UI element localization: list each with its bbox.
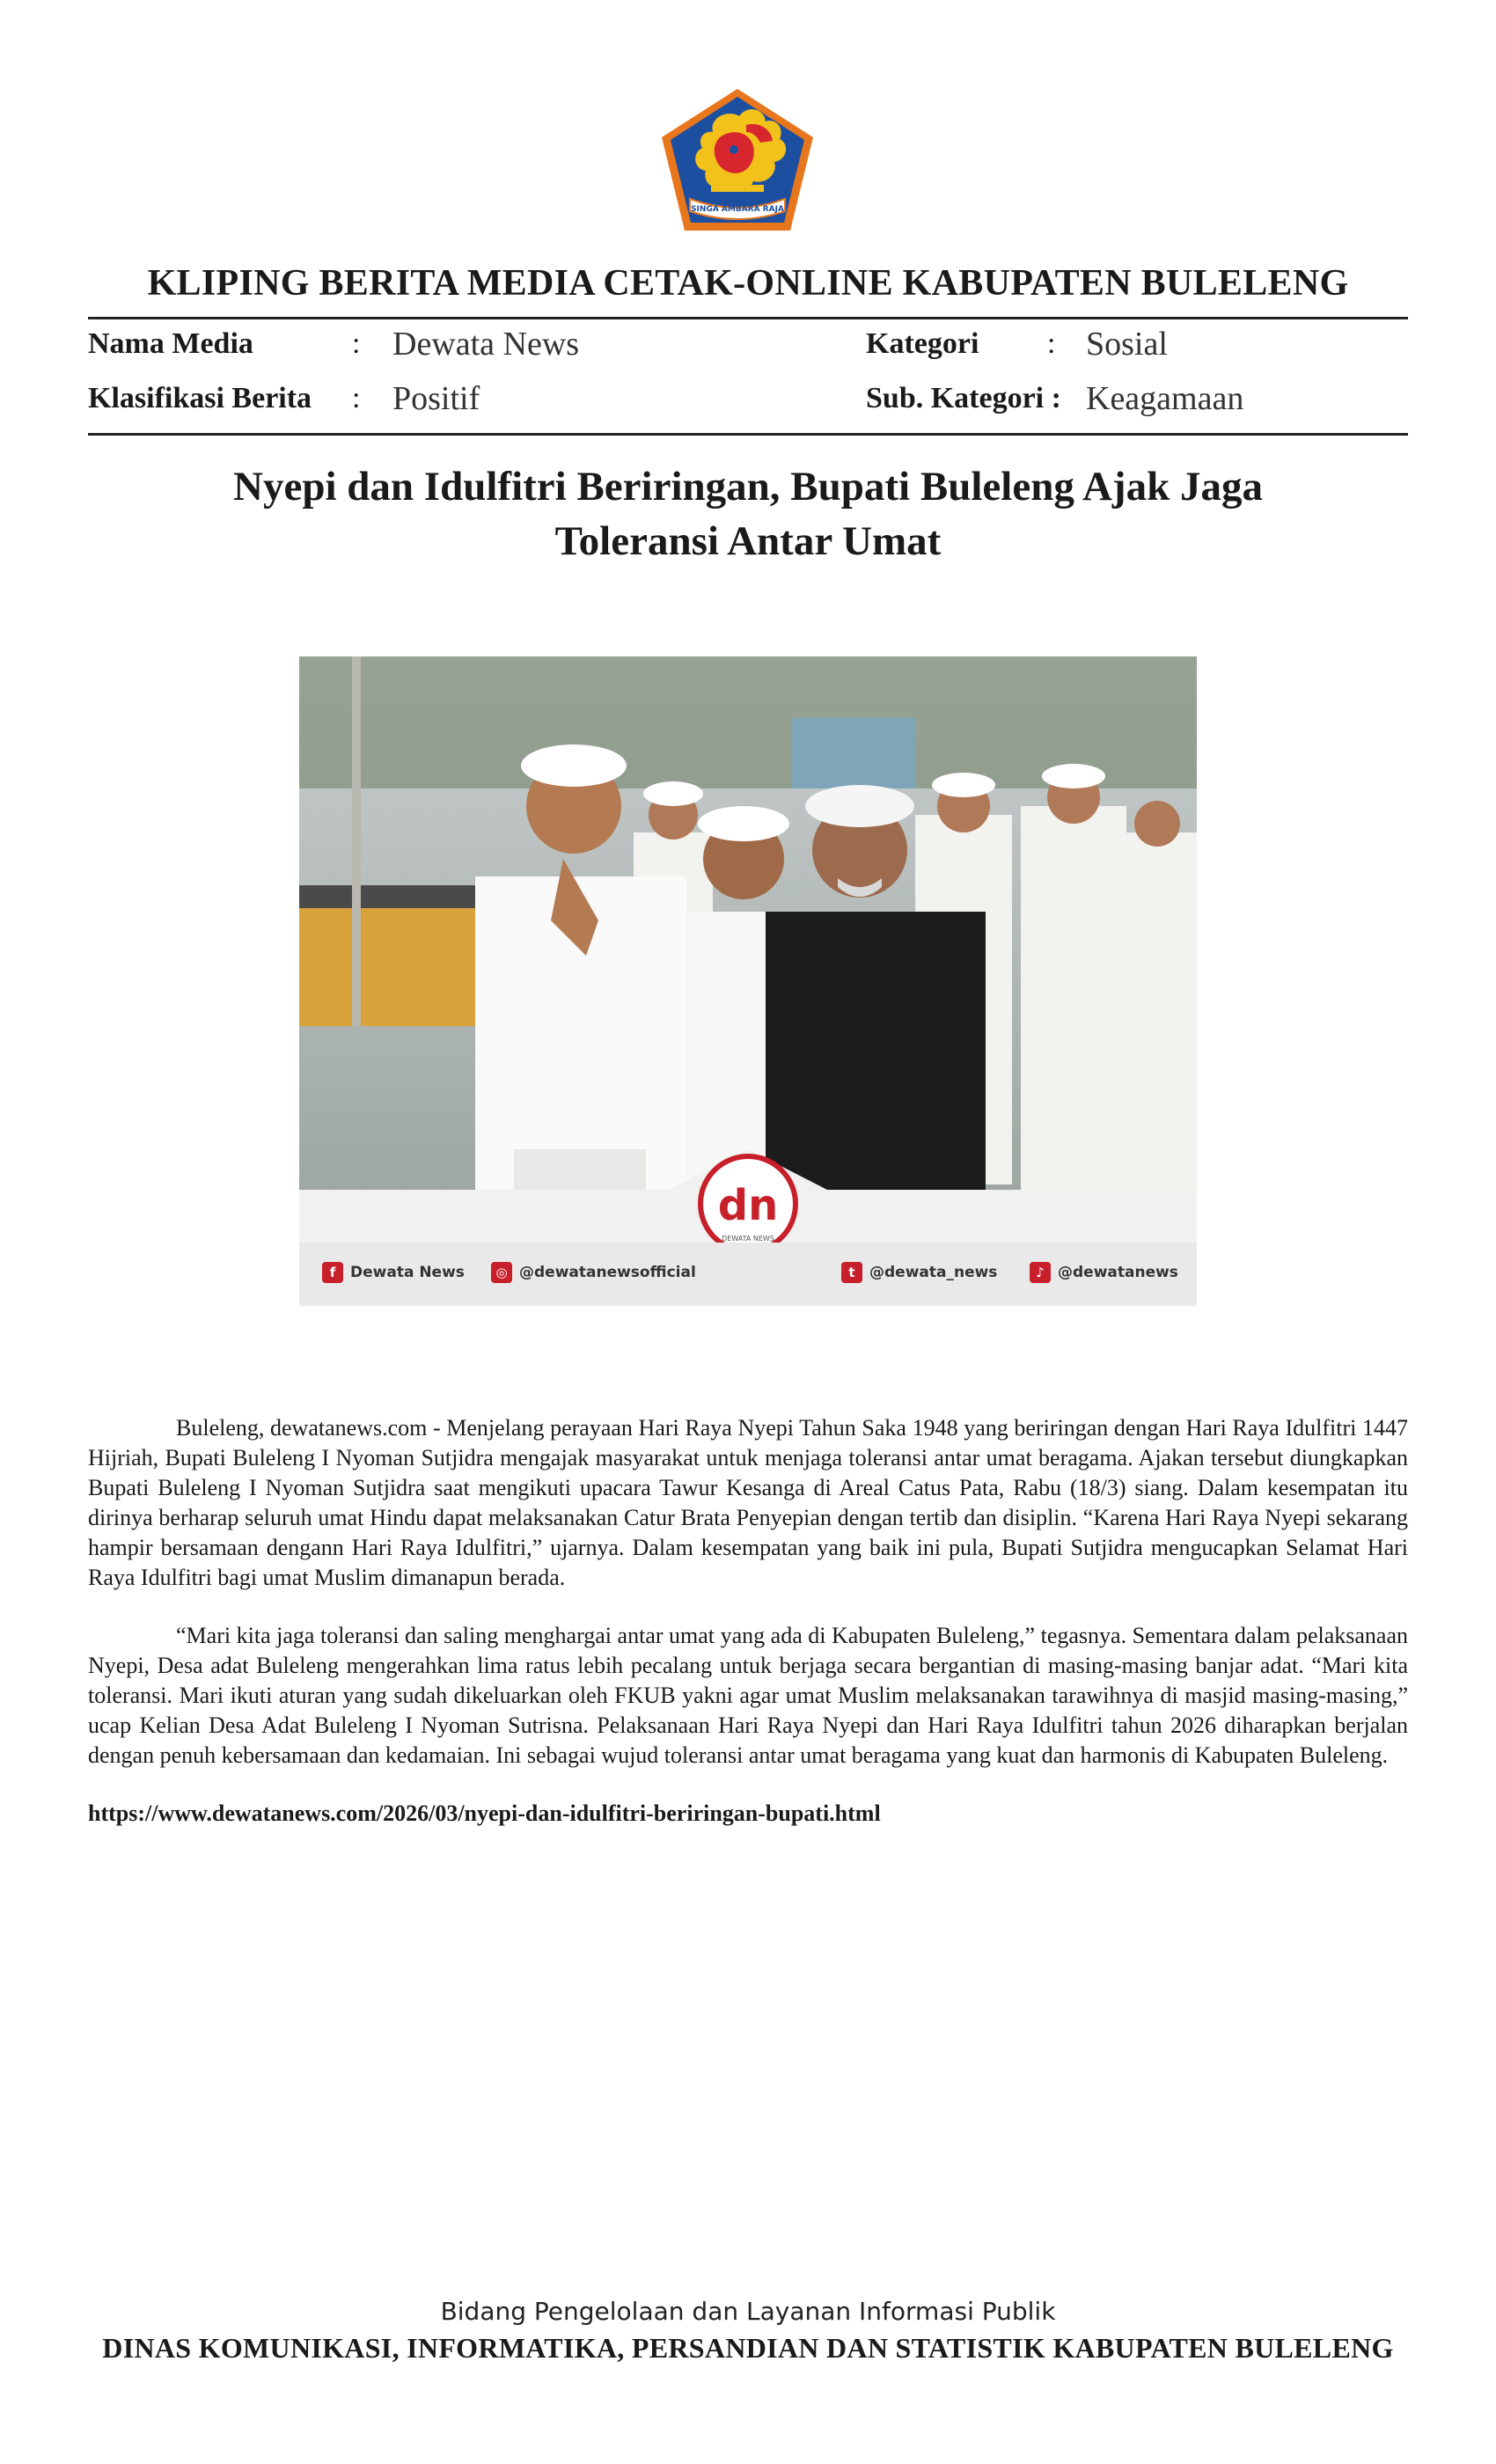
social-tiktok — [1030, 1262, 1178, 1283]
dewata-news-mark-sub: DEWATA NEWS — [722, 1235, 774, 1243]
social-facebook-handle: Dewata News — [350, 1264, 465, 1281]
article-paragraph-2: “Mari kita jaga toleransi dan saling menghargai antar umat yang ada di Kabupaten Buleleng,” tegasnya. Sementara dalam pelaksanaan Nyepi, Desa adat Buleleng mengerahkan lima ratus lebih pecalang untuk berjaga secara bergantian di masing-masing banjar adat. “Mari kita toleransi. Mari ikuti aturan yang sudah dikeluarkan oleh FKUB yakni agar umat Muslim melaksanakan tarawihnya di masjid masing-masing,” ucap Kelian Desa Adat Buleleng I Nyoman Sutrisna. Pelaksanaan Hari Raya Nyepi dan Hari Raya Idulfitri tahun 2026 diharapkan berjalan dengan penuh kebersamaan dan kedamaian. Ini sebagai wujud toleransi antar umat beragama yang kuat dan harmonis di Kabupaten Buleleng. — [88, 1623, 1408, 1768]
social-instagram-handle: @dewatanewsofficial — [519, 1264, 696, 1281]
category-value: Sosial — [1086, 326, 1168, 363]
article-headline — [132, 459, 1364, 568]
classification-value: Positif — [392, 380, 480, 417]
clipping-header-title: KLIPING BERITA MEDIA CETAK-ONLINE KABUPATEN BULELENG — [147, 263, 1349, 304]
social-tiktok-handle: @dewatanews — [1058, 1264, 1178, 1281]
photo-social-bar — [299, 1243, 1197, 1306]
twitter-icon: t — [841, 1262, 862, 1283]
instagram-icon: ◎ — [491, 1262, 512, 1283]
social-twitter-handle: @dewata_news — [869, 1264, 998, 1281]
logo-motto-text: SINGA AMBARA RAJA — [691, 205, 784, 214]
tiktok-icon: ♪ — [1030, 1262, 1051, 1283]
category-colon: : — [1047, 327, 1056, 360]
footer-department: Bidang Pengelolaan dan Layanan Informasi Publik — [440, 2297, 1056, 2326]
buleleng-regency-logo — [658, 86, 817, 234]
article-paragraph-1: Buleleng, dewatanews.com - Menjelang perayaan Hari Raya Nyepi Tahun Saka 1948 yang beriringan dengan Hari Raya Idulfitri 1447 Hijriah, Bupati Buleleng I Nyoman Sutjidra mengajak masyarakat untuk menjaga toleransi antar umat beragama. Ajakan tersebut diungkapkan Bupati Buleleng I Nyoman Sutjidra saat mengikuti upacara Tawur Kesanga di Areal Catus Pata, Rabu (18/3) siang. Dalam kesempatan itu dirinya berharap seluruh umat Hindu dapat melaksanakan Catur Brata Penyepian dengan tertib dan disiplin. “Karena Hari Raya Nyepi sekarang hampir bersamaan dengann Hari Raya Idulfitri,” ujarnya. Dalam kesempatan yang baik ini pula, Bupati Sutjidra mengucapkan Selamat Hari Raya Idulfitri bagi umat Muslim dimanapun berada. — [88, 1415, 1408, 1590]
article-body — [88, 1413, 1408, 1829]
social-twitter — [841, 1262, 997, 1283]
dewata-news-mark: dn — [717, 1181, 779, 1230]
header-divider-bottom — [88, 433, 1408, 436]
media-name-value: Dewata News — [392, 326, 580, 363]
social-instagram — [491, 1262, 696, 1283]
sub-category-label: Sub. Kategori : — [866, 382, 1061, 414]
media-name-label: Nama Media — [88, 327, 253, 360]
headline-line-1: Nyepi dan Idulfitri Beriringan, Bupati Buleleng Ajak Jaga — [233, 464, 1263, 510]
header-divider-top — [88, 317, 1408, 319]
sub-category-value: Keagamaan — [1086, 380, 1244, 417]
classification-colon: : — [352, 382, 361, 414]
footer-organization: DINAS KOMUNIKASI, INFORMATIKA, PERSANDIAN DAN STATISTIK KABUPATEN BULELENG — [102, 2332, 1394, 2364]
category-label: Kategori — [866, 327, 979, 360]
news-photo — [299, 656, 1197, 1306]
media-name-colon: : — [352, 327, 361, 360]
social-facebook — [322, 1262, 465, 1283]
article-source-link[interactable]: https://www.dewatanews.com/2026/03/nyepi-dan-idulfitri-beriringan-bupati.html — [88, 1800, 881, 1826]
classification-label: Klasifikasi Berita — [88, 382, 312, 414]
facebook-icon: f — [322, 1262, 343, 1283]
headline-line-2: Toleransi Antar Umat — [554, 518, 942, 564]
